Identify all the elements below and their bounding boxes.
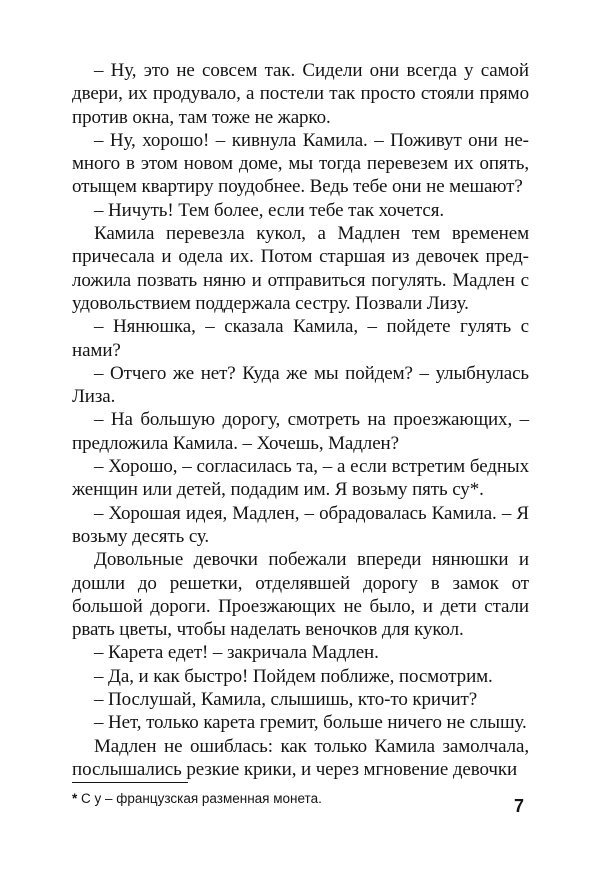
paragraph-6: – Отчего же нет? Куда же мы пойдем? – улыбнулась Лиза. — [72, 362, 529, 408]
footnote-marker: * — [72, 791, 78, 806]
page-body — [72, 59, 529, 781]
paragraph-15: Мадлен не ошиблась: как только Камила замолчала, послышались резкие крики, и через мгновение девочки — [72, 735, 529, 780]
paragraph-2: – Ну, хорошо! – кивнула Камила. – Поживут они немного в этом новом доме, мы тогда перевезем их опять, отыщем квартиру поудобнее. Ведь тебе они не мешают? — [72, 129, 529, 198]
paragraph-1: – Ну, это не совсем так. Сидели они всегда у самой двери, их продувало, а постели так просто стояли прямо против окна, там тоже не жарко. — [72, 60, 529, 128]
paragraph-13: – Послушай, Камила, слышишь, кто-то кричит? — [94, 689, 478, 711]
footnote-text: С у – французская разменная монета. — [81, 791, 322, 806]
paragraph-8: – Хорошо, – согласилась та, – а если встретим бедных женщин или детей, подадим им. Я возьму пять су*. — [72, 456, 529, 501]
paragraph-11: – Карета едет! – закричала Мадлен. — [94, 642, 379, 664]
paragraph-12: – Да, и как быстро! Пойдем поближе, посмотрим. — [94, 665, 493, 687]
footnote-divider — [72, 782, 188, 783]
paragraph-10: Довольные девочки побежали впереди нянюшки и дошли до решетки, отделявшей дорогу в замок от большой дороги. Проезжающих не было, и дети стали рвать цветы, чтобы наделать веночков для кукол. — [72, 549, 529, 641]
paragraph-7: – На большую дорогу, смотреть на проезжающих, – предложила Камила. – Хочешь, Мадлен? — [72, 409, 529, 454]
paragraph-3: – Ничуть! Тем более, если тебе так хочется. — [94, 199, 445, 221]
footnote — [72, 790, 472, 808]
paragraph-14: – Нет, только карета гремит, больше ничего не слышу. — [94, 712, 527, 734]
paragraph-9: – Хорошая идея, Мадлен, – обрадовалась Камила. – Я возьму десять су. — [72, 502, 529, 547]
page-number: 7 — [514, 796, 525, 816]
paragraph-4: Камила перевезла кукол, а Мадлен тем временем причесала и одела их. Потом старшая из девочек предложила позвать няню и отправиться погулять. Мадлен с удовольствием поддержала сестру. Позвали Лизу. — [72, 223, 529, 314]
paragraph-5: – Нянюшка, – сказала Камила, – пойдете гулять с нами? — [72, 316, 529, 361]
